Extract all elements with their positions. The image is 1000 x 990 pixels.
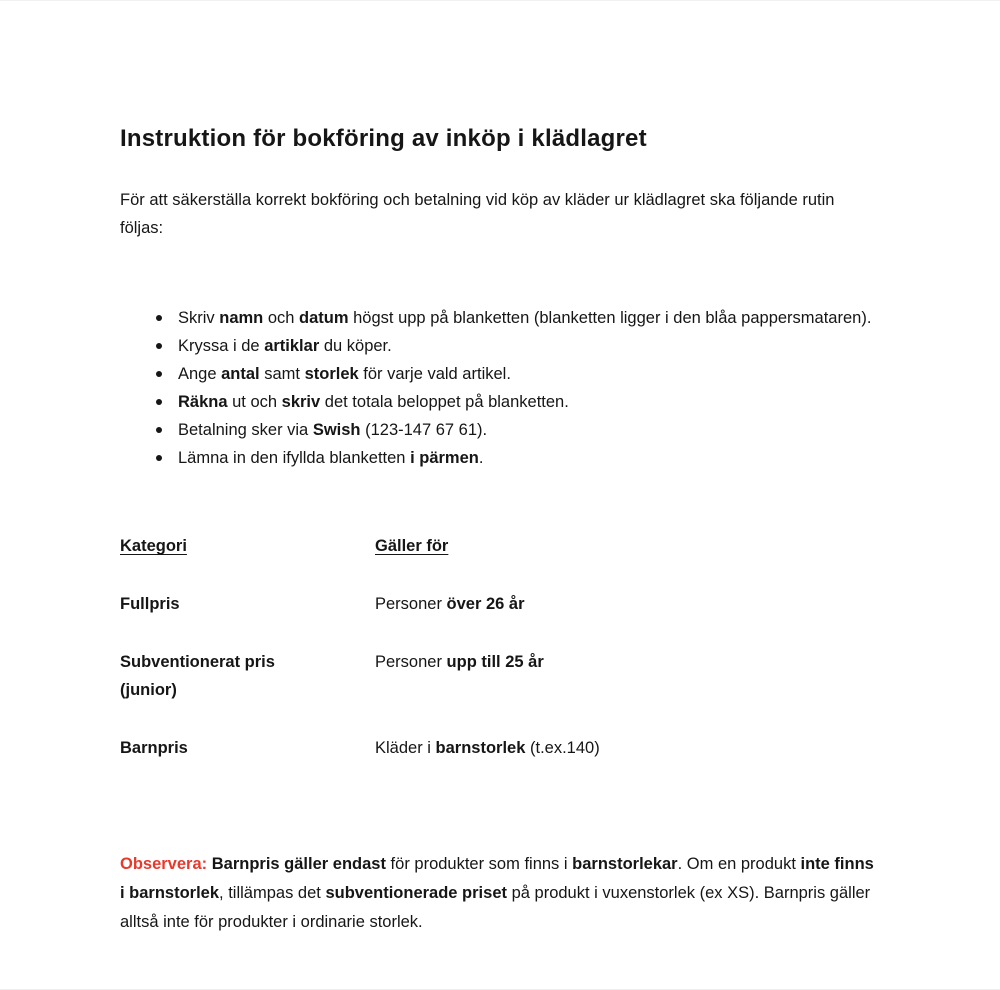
intro-paragraph: För att säkerställa korrekt bokföring och betalning vid köp av kläder ur klädlagret ska följande rutin följas: (120, 191, 835, 237)
bullet-icon (156, 399, 162, 405)
note-paragraph: Observera: Barnpris gäller endast för produkter som finns i barnstorlekar. Om en produkt inte finns i barnstorlek, tillämpas det subventionerade priset på produkt i vuxenstorlek (ex XS). Barnpris gäller alltså inte för produkter i ordinarie storlek. (120, 855, 874, 931)
table-row-subventionerat (120, 648, 882, 704)
category-cell: Subventionerat pris (junior) (120, 653, 275, 699)
applies-cell: Personer upp till 25 år (375, 653, 544, 671)
instruction-text: Räkna ut och skriv det totala beloppet på blanketten. (178, 393, 569, 411)
bullet-icon (156, 371, 162, 377)
instruction-item-check-articles (120, 332, 878, 360)
instruction-text: Kryssa i de artiklar du köper. (178, 337, 392, 355)
instruction-text: Ange antal samt storlek för varje vald artikel. (178, 365, 511, 383)
column-header-galler-for: Gäller för (375, 537, 449, 555)
instruction-item-total-amount (120, 388, 878, 416)
instruction-item-swish-payment (120, 416, 878, 444)
bullet-icon (156, 343, 162, 349)
instruction-list (120, 304, 882, 472)
instruction-item-quantity-size (120, 360, 878, 388)
table-header-row (120, 532, 882, 560)
instruction-text: Skriv namn och datum högst upp på blanketten (blanketten ligger i den blåa pappersmataren). (178, 309, 872, 327)
bullet-icon (156, 455, 162, 461)
document-title: Instruktion för bokföring av inköp i klädlagret (120, 125, 647, 152)
instruction-text: Lämna in den ifyllda blanketten i pärmen. (178, 449, 484, 467)
price-category-table (120, 532, 882, 762)
category-cell: Fullpris (120, 595, 180, 613)
table-row-fullpris (120, 590, 882, 618)
table-row-barnpris (120, 734, 882, 762)
instruction-item-submit-form (120, 444, 878, 472)
column-header-kategori: Kategori (120, 537, 187, 555)
applies-cell: Kläder i barnstorlek (t.ex.140) (375, 739, 600, 757)
bullet-icon (156, 427, 162, 433)
bullet-icon (156, 315, 162, 321)
category-cell: Barnpris (120, 739, 188, 757)
instruction-text: Betalning sker via Swish (123-147 67 61). (178, 421, 488, 439)
applies-cell: Personer över 26 år (375, 595, 525, 613)
instruction-item-name-date (120, 304, 878, 332)
